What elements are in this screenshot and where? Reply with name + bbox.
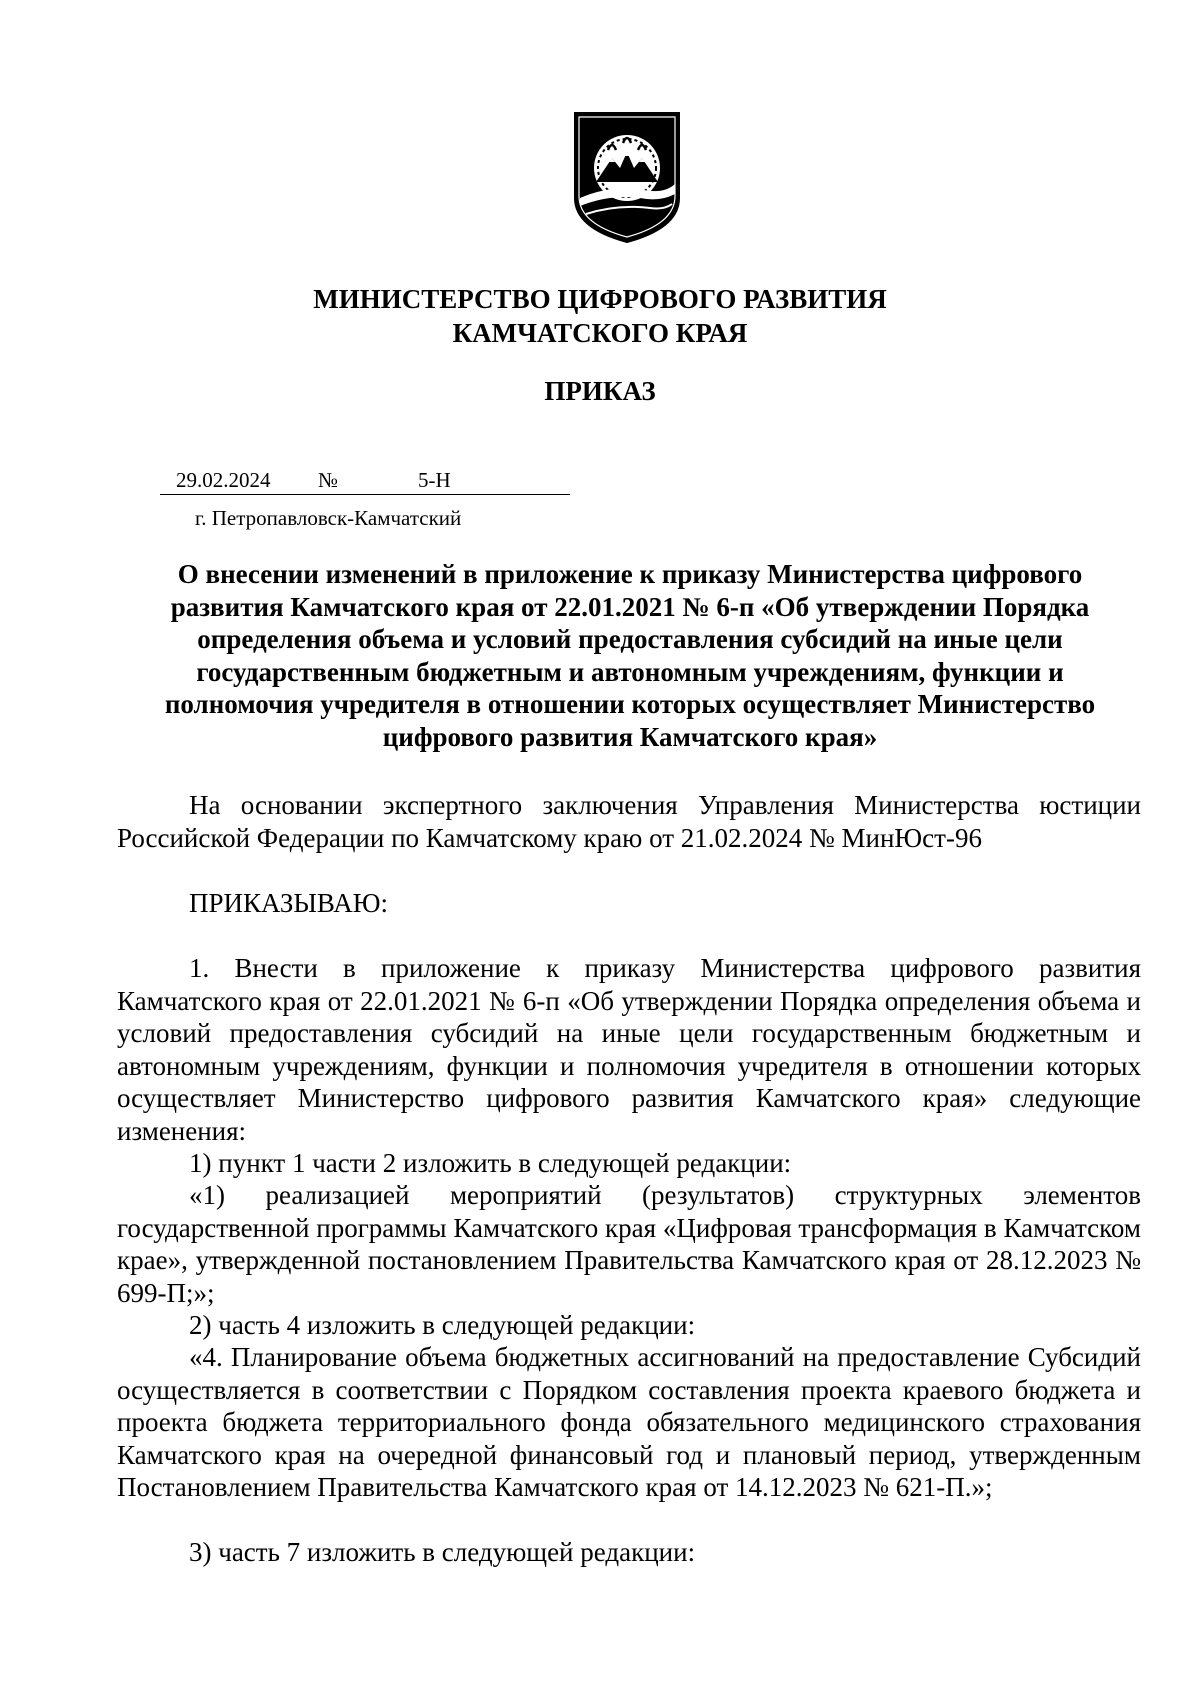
order-word: ПРИКАЗЫВАЮ: <box>189 888 388 918</box>
subitem-3-heading: 3) часть 7 изложить в следующей редакции: <box>189 1537 696 1567</box>
item-1-paragraph: 1. Внести в приложение к приказу Министерства цифрового развития Камчатского края от 22.01.2021 № 6-п «Об утверждении Порядка определения объема и условий предоставления субсидий на иные цели государственным бюджетным и автономным учреждениям, функции и полномочия учредителя в отношении которых осуществляет Министерство цифрового развития Камчатского края» следующие изменения: <box>117 953 1141 1146</box>
document-title: О внесении изменений в приложение к приказу Министерства цифрового развития Камчатского края от 22.01.2021 № 6-п «Об утверждении Порядка определения объема и условий предоставления субсидий на иные цели государственным бюджетным и автономным учреждениям, функции и полномочия учредителя в отношении которых осуществляет Министерство цифрового развития Камчатского края» <box>164 559 1096 752</box>
ministry-line-1: МИНИСТЕРСТВО ЦИФРОВОГО РАЗВИТИЯ <box>313 284 887 314</box>
kamchatka-coat-of-arms-icon <box>572 110 682 245</box>
order-number: 5-Н <box>418 468 451 492</box>
subitem-1-heading: 1) пункт 1 части 2 изложить в следующей редакции: <box>189 1148 792 1178</box>
doc-type: ПРИКАЗ <box>544 376 656 406</box>
subitem-2-text: «4. Планирование объема бюджетных ассигнований на предоставление Субсидий осуществляется в соответствии с Порядком составления проекта краевого бюджета и проекта бюджета территориального фонда обязательного медицинского страхования Камчатского края на очередной финансовый год и плановый период, утвержденным Постановлением Правительства Камчатского края от 14.12.2023 № 621-П.»; <box>117 1342 1141 1502</box>
date-number-line <box>160 466 570 495</box>
subitem-1-text: «1) реализацией мероприятий (результатов) структурных элементов государственной программы Камчатского края «Цифровая трансформация в Камчатском крае», утвержденной постановлением Правительства Камчатского края от 28.12.2023 № 699-П;»; <box>117 1180 1141 1308</box>
ministry-name <box>0 282 1200 350</box>
city: г. Петропавловск-Камчатский <box>195 506 462 530</box>
ministry-line-2: КАМЧАТСКОГО КРАЯ <box>452 318 748 348</box>
basis-paragraph: На основании экспертного заключения Управления Министерства юстиции Российской Федерации по Камчатскому краю от 21.02.2024 № МинЮст-96 <box>117 790 1141 853</box>
subitem-2-heading: 2) часть 4 изложить в следующей редакции: <box>189 1310 696 1340</box>
number-sign: № <box>318 468 339 492</box>
order-date: 29.02.2024 <box>176 468 271 492</box>
